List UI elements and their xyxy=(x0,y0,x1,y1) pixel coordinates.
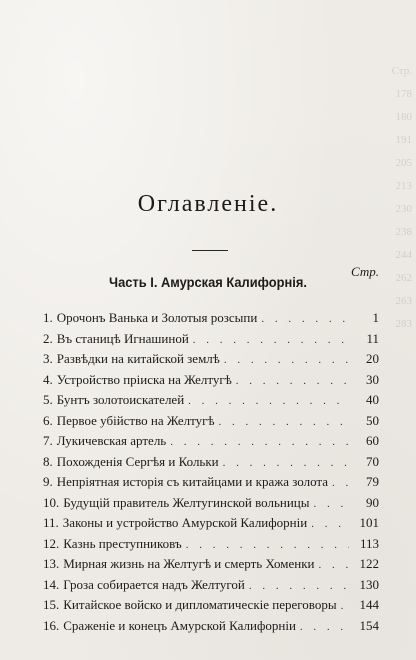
toc-title: Сраженіе и конецъ Амурской Калифорніи xyxy=(63,617,296,633)
dot-leader xyxy=(261,309,349,330)
toc-number: 1. xyxy=(43,310,53,325)
bleed-through-text: 178 xyxy=(395,88,412,100)
toc-number: 14. xyxy=(43,576,60,592)
toc-entry xyxy=(43,452,379,473)
toc-entry xyxy=(43,308,379,329)
bleed-through-text: 213 xyxy=(395,180,412,192)
toc-page-number: 144 xyxy=(359,597,379,612)
bleed-through-text: 205 xyxy=(395,157,412,169)
toc-title: Законы и устройство Амурской Калифорніи xyxy=(62,515,308,530)
dot-leader xyxy=(193,330,349,351)
dot-leader xyxy=(219,412,349,433)
toc-number: 5. xyxy=(43,392,53,407)
toc-title: Похожденія Сергѣя и Кольки xyxy=(56,453,219,469)
toc-title: Лукичевская артель xyxy=(56,433,167,448)
toc-page-number: 1 xyxy=(372,310,379,325)
dot-leader xyxy=(188,391,349,412)
page-column-label: Стр. xyxy=(351,264,379,279)
toc-title: Въ станицѣ Игнашиной xyxy=(56,330,189,346)
toc-number: 2. xyxy=(43,330,53,346)
toc-number: 12. xyxy=(43,535,60,551)
toc-entry xyxy=(43,411,379,432)
toc-page-number: 30 xyxy=(366,371,379,387)
toc-number: 16. xyxy=(43,617,60,633)
title-divider xyxy=(192,250,228,251)
toc-number: 3. xyxy=(43,351,53,366)
toc-number: 7. xyxy=(43,433,53,448)
dot-leader xyxy=(223,453,349,474)
toc-title: Будущій правитель Желтугинской вольницы xyxy=(63,494,310,510)
toc-page-number: 11 xyxy=(366,330,379,346)
dot-leader xyxy=(341,596,349,617)
toc-entry xyxy=(43,431,379,452)
bleed-through-page-numbers xyxy=(384,60,412,330)
toc-number: 6. xyxy=(43,412,53,428)
toc-page-number: 101 xyxy=(359,515,379,530)
toc-title: Первое убійство на Желтугѣ xyxy=(56,412,215,428)
toc-entry xyxy=(43,472,379,493)
toc-entry xyxy=(43,595,379,616)
toc-entry xyxy=(43,329,379,350)
dot-leader xyxy=(311,514,349,535)
toc-number: 4. xyxy=(43,371,53,387)
bleed-through-text: 238 xyxy=(395,226,412,238)
toc-page-number: 130 xyxy=(359,576,379,592)
toc-number: 15. xyxy=(43,597,60,612)
bleed-through-text: 244 xyxy=(395,249,412,261)
dot-leader xyxy=(224,350,349,371)
toc-title: Непріятная исторія съ китайцами и кража золота xyxy=(56,474,329,489)
toc-page-number: 50 xyxy=(366,412,379,428)
toc-number: 10. xyxy=(43,494,60,510)
toc-entry xyxy=(43,390,379,411)
toc-title: Устройство пріиска на Желтугѣ xyxy=(56,371,232,387)
toc-entry xyxy=(43,554,379,575)
dot-leader xyxy=(186,535,349,556)
dot-leader xyxy=(314,494,350,515)
toc-page-number: 90 xyxy=(366,494,379,510)
dot-leader xyxy=(300,617,349,638)
toc-page-number: 20 xyxy=(366,351,379,366)
dot-leader xyxy=(332,473,349,494)
toc-number: 11. xyxy=(43,515,59,530)
dot-leader xyxy=(319,555,349,576)
toc-entry xyxy=(43,349,379,370)
toc-page-number: 70 xyxy=(366,453,379,469)
toc-title: Орочонъ Ванька и Золотыя розсыпи xyxy=(56,310,258,325)
toc-number: 13. xyxy=(43,556,60,571)
toc-title: Мирная жизнь на Желтугѣ и смерть Хоменки xyxy=(63,556,315,571)
toc-entry xyxy=(43,493,379,514)
bleed-through-text: 230 xyxy=(395,203,412,215)
toc-title: Бунтъ золотоискателей xyxy=(56,392,185,407)
toc-title: Китайское войско и дипломатическіе переговоры xyxy=(63,597,337,612)
toc-page-number: 154 xyxy=(359,617,379,633)
toc-title: Развѣдки на китайской землѣ xyxy=(56,351,220,366)
toc-entry xyxy=(43,575,379,596)
toc-page-number: 40 xyxy=(366,392,379,407)
toc-number: 8. xyxy=(43,453,53,469)
bleed-through-text: Стр. xyxy=(391,65,412,77)
page-title: Оглавленіе. xyxy=(137,191,279,217)
table-of-contents xyxy=(43,308,379,636)
dot-leader xyxy=(170,432,349,453)
toc-title: Гроза собирается надъ Желтугой xyxy=(63,576,245,592)
toc-entry xyxy=(43,534,379,555)
bleed-through-text: 283 xyxy=(395,318,412,330)
bleed-through-text: 191 xyxy=(395,134,412,146)
toc-entry xyxy=(43,513,379,534)
dot-leader xyxy=(249,576,349,597)
part-title: Часть I. Амурская Калифорнія. xyxy=(109,274,307,290)
toc-page-number: 122 xyxy=(359,556,379,571)
dot-leader xyxy=(236,371,349,392)
toc-page-number: 60 xyxy=(366,433,379,448)
toc-page-number: 79 xyxy=(366,474,379,489)
toc-page-number: 113 xyxy=(359,535,379,551)
toc-title: Казнь преступниковъ xyxy=(63,535,182,551)
bleed-through-text: 263 xyxy=(395,295,412,307)
toc-number: 9. xyxy=(43,474,53,489)
toc-entry xyxy=(43,370,379,391)
bleed-through-text: 180 xyxy=(395,111,412,123)
toc-entry xyxy=(43,616,379,637)
bleed-through-text: 262 xyxy=(395,272,412,284)
